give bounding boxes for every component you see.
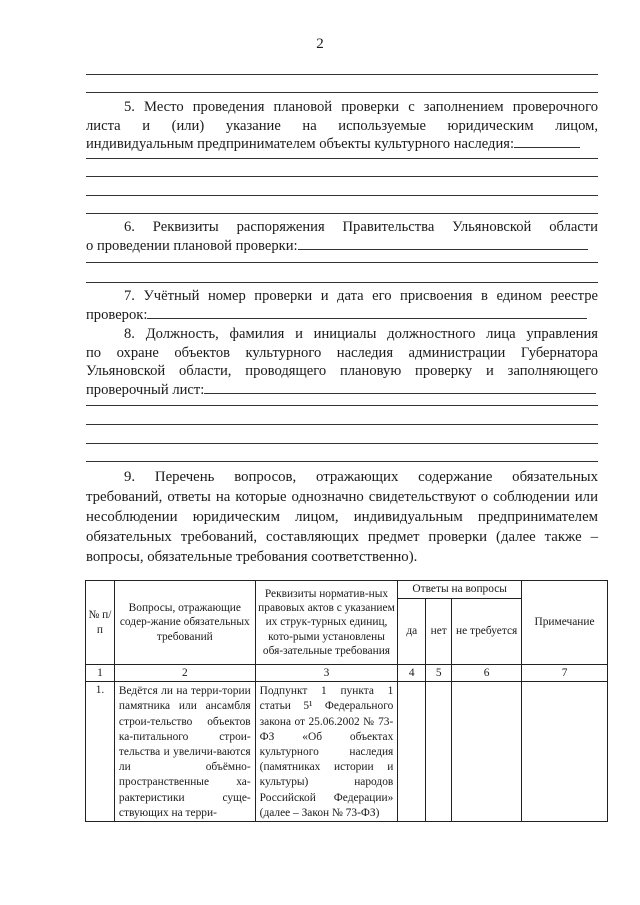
row-note[interactable]	[522, 682, 608, 822]
row-answer-not-required[interactable]	[452, 682, 522, 822]
item-7-line: 7. Учётный номер проверки и дата его присвоения в едином реестре	[124, 288, 598, 304]
item-6	[86, 218, 598, 255]
column-number: 4	[398, 665, 426, 682]
fill-line	[86, 461, 598, 462]
fill-line	[86, 195, 598, 196]
checklist-table	[85, 580, 608, 822]
row-num: 1.	[86, 682, 115, 822]
fill-line	[86, 424, 598, 425]
column-number: 6	[452, 665, 522, 682]
fill-line	[86, 262, 598, 263]
item-9-line: требований, ответы на которые однозначно свидетельствуют о соблюдении или	[86, 489, 598, 505]
item-7-line: проверок:	[86, 306, 598, 325]
fill-line	[86, 176, 598, 177]
item-6-line: о проведении плановой проверки:	[86, 237, 598, 256]
item-8-line: Ульяновской области, проводящего плановую проверку и заполняющего	[86, 363, 598, 379]
table-row	[86, 682, 608, 822]
item-9-line: обязательных требований, составляющих предмет проверки (далее также –	[86, 529, 598, 545]
column-number: 5	[426, 665, 452, 682]
header-questions: Вопросы, отражающие содер-жание обязательных требований	[114, 581, 255, 665]
item-5-line: 5. Место проведения плановой проверки с заполнением проверочного	[124, 99, 598, 115]
item-5-line: индивидуальным предпринимателем объекты культурного наследия:	[86, 135, 598, 154]
header-num: № п/п	[86, 581, 115, 665]
header-note: Примечание	[522, 581, 608, 665]
item-9-line: несоблюдении юридическим лицом, индивидуальным предпринимателем	[86, 509, 598, 525]
item-8-line: по охране объектов культурного наследия администрации Губернатора	[86, 344, 598, 361]
header-no: нет	[426, 599, 452, 665]
item-5-line: листа и (или) указание на используемые юридическим лицом,	[86, 117, 598, 134]
blank-line	[86, 92, 598, 93]
column-number: 1	[86, 665, 115, 682]
item-8-line: проверочный лист:	[86, 381, 598, 400]
item-8	[86, 325, 598, 399]
column-number: 2	[114, 665, 255, 682]
item-9-line: 9. Перечень вопросов, отражающих содержание обязательных	[124, 469, 598, 485]
page-number: 2	[316, 36, 324, 52]
fill-line	[86, 443, 598, 444]
row-answer-no[interactable]	[426, 682, 452, 822]
item-8-line: 8. Должность, фамилия и инициалы должностного лица управления	[124, 326, 598, 342]
row-answer-yes[interactable]	[398, 682, 426, 822]
fill-line	[86, 405, 598, 406]
item-7	[86, 287, 598, 324]
header-yes: да	[398, 599, 426, 665]
fill-line	[86, 213, 598, 214]
item-9	[86, 467, 598, 567]
column-number: 3	[255, 665, 398, 682]
header-not-required: не требуется	[452, 599, 522, 665]
row-requisite: Подпункт 1 пункта 1 статьи 5¹ Федерального закона от 25.06.2002 № 73-ФЗ «Об объектах культурного наследия (памятниках истории и культуры) народов Российской Федерации» (далее – Закон № 73-ФЗ)	[255, 682, 398, 822]
fill-line	[86, 158, 598, 159]
item-5	[86, 98, 598, 154]
item-9-line: вопросы, обязательные требования соответственно).	[86, 549, 418, 565]
fill-line	[86, 282, 598, 283]
row-question: Ведётся ли на терри-тории памятника или ансамбля строи-тельство объектов ка-питального строи-тельства и увеличи-ваются ли объёмно-пространственные ха-рактеристики суще-ствующих на терри-	[114, 682, 255, 822]
header-requisites: Реквизиты норматив-ных правовых актов с указанием их струк-турных единиц, кото-рыми установлены обя-зательные требования	[255, 581, 398, 665]
header-answers: Ответы на вопросы	[398, 581, 522, 599]
item-6-line: 6. Реквизиты распоряжения Правительства Ульяновской области	[124, 219, 598, 235]
blank-line	[86, 74, 598, 75]
column-number: 7	[522, 665, 608, 682]
